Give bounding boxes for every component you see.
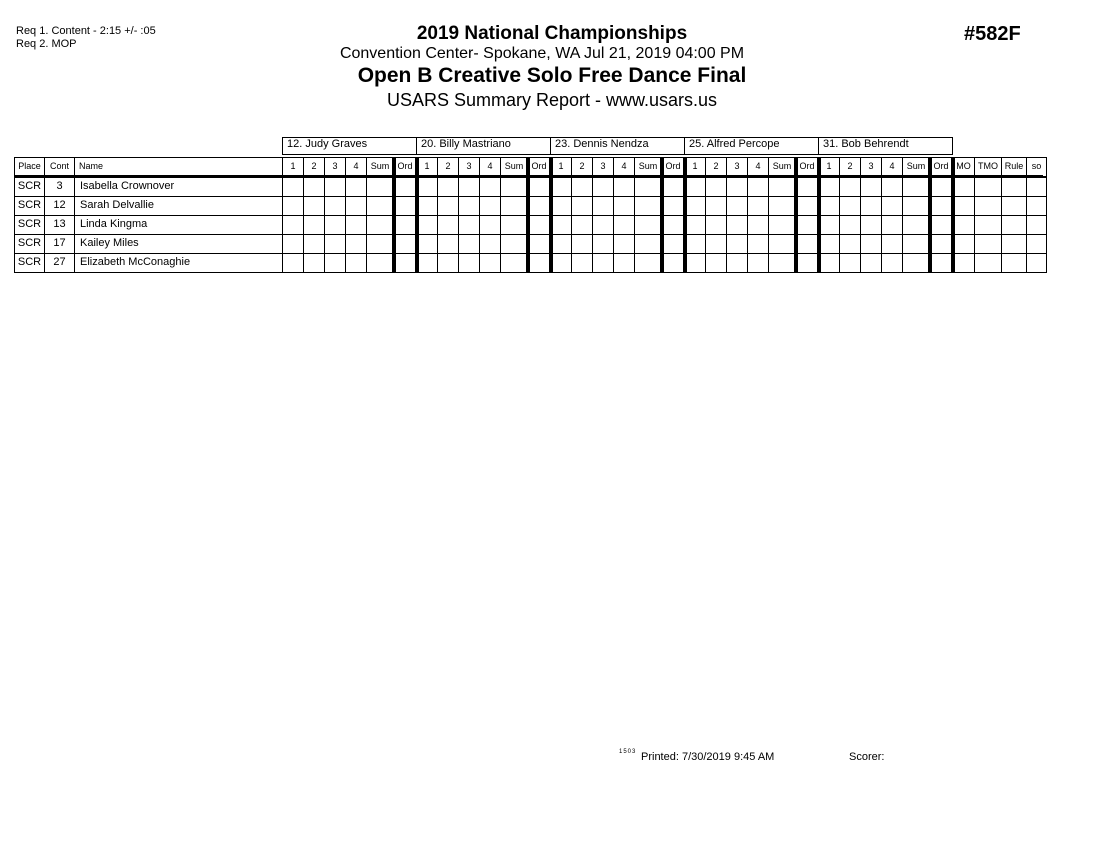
row-place: SCR — [14, 196, 45, 216]
row-place: SCR — [14, 215, 45, 235]
score-cell — [881, 253, 903, 273]
score-cell — [974, 177, 1002, 197]
score-cell — [527, 196, 551, 216]
score-cell — [1001, 177, 1027, 197]
score-cell — [974, 196, 1002, 216]
score-cell — [952, 215, 975, 235]
ord-column-divider — [549, 157, 553, 273]
score-cell — [345, 215, 367, 235]
score-cell — [747, 215, 769, 235]
score-cell — [1001, 215, 1027, 235]
score-cell — [437, 196, 459, 216]
column-header-judge-score: 4 — [345, 157, 367, 177]
score-cell — [1026, 234, 1047, 254]
ord-column-divider — [817, 157, 821, 273]
score-cell — [839, 196, 861, 216]
score-cell — [613, 253, 635, 273]
column-header-rule: Rule — [1001, 157, 1027, 177]
score-cell — [747, 253, 769, 273]
column-header-judge-score: 3 — [458, 157, 480, 177]
score-cell — [634, 253, 662, 273]
score-cell — [768, 253, 796, 273]
score-cell — [881, 215, 903, 235]
score-cell — [795, 196, 819, 216]
score-cell — [550, 215, 572, 235]
score-cell — [366, 215, 394, 235]
judge-header: 20. Billy Mastriano — [416, 137, 551, 155]
column-header-cont: Cont — [44, 157, 75, 177]
score-cell — [550, 177, 572, 197]
score-cell — [613, 215, 635, 235]
score-cell — [303, 177, 325, 197]
score-cell — [366, 234, 394, 254]
score-cell — [479, 253, 501, 273]
score-cell — [458, 253, 480, 273]
score-cell — [393, 234, 417, 254]
column-header-judge-score: 4 — [613, 157, 635, 177]
score-cell — [661, 196, 685, 216]
score-cell — [839, 253, 861, 273]
score-cell — [416, 196, 438, 216]
score-cell — [613, 234, 635, 254]
footer-mark: 1503 — [619, 749, 637, 755]
score-cell — [881, 177, 903, 197]
score-cell — [550, 234, 572, 254]
column-header-name: Name — [74, 157, 283, 177]
score-cell — [500, 196, 528, 216]
column-header-judge-score: Ord — [661, 157, 685, 177]
column-header-judge-score: Ord — [795, 157, 819, 177]
score-cell — [324, 253, 346, 273]
score-cell — [527, 177, 551, 197]
row-name: Kailey Miles — [74, 234, 283, 254]
score-cell — [458, 215, 480, 235]
column-header-judge-score: Sum — [634, 157, 662, 177]
row-cont: 3 — [44, 177, 75, 197]
judge-header: 12. Judy Graves — [282, 137, 417, 155]
printed-timestamp: Printed: 7/30/2019 9:45 AM — [641, 751, 775, 763]
score-cell — [571, 196, 593, 216]
score-cell — [705, 253, 727, 273]
column-header-judge-score: Ord — [393, 157, 417, 177]
column-header-judge-score: 1 — [550, 157, 572, 177]
score-cell — [974, 234, 1002, 254]
score-cell — [479, 234, 501, 254]
score-cell — [416, 234, 438, 254]
score-cell — [795, 234, 819, 254]
score-cell — [282, 196, 304, 216]
score-cell — [366, 253, 394, 273]
score-cell — [1001, 196, 1027, 216]
score-cell — [860, 215, 882, 235]
score-cell — [795, 215, 819, 235]
score-cell — [1001, 234, 1027, 254]
row-name: Sarah Delvallie — [74, 196, 283, 216]
column-header-so: so — [1026, 157, 1047, 177]
score-cell — [768, 234, 796, 254]
venue-date: Convention Center- Spokane, WA Jul 21, 2019 04:00 PM — [339, 45, 745, 62]
score-cell — [1026, 215, 1047, 235]
score-cell — [366, 177, 394, 197]
score-cell — [393, 215, 417, 235]
score-cell — [500, 234, 528, 254]
score-cell — [661, 234, 685, 254]
column-header-judge-score: 4 — [479, 157, 501, 177]
score-cell — [324, 196, 346, 216]
score-cell — [282, 234, 304, 254]
score-cell — [1001, 253, 1027, 273]
row-name: Linda Kingma — [74, 215, 283, 235]
score-cell — [527, 253, 551, 273]
score-cell — [303, 253, 325, 273]
score-cell — [726, 253, 748, 273]
score-cell — [839, 215, 861, 235]
event-number: #582F — [964, 23, 1021, 45]
score-cell — [684, 215, 706, 235]
score-cell — [393, 253, 417, 273]
column-header-mo: MO — [952, 157, 975, 177]
score-cell — [324, 215, 346, 235]
column-header-judge-score: Ord — [929, 157, 953, 177]
score-cell — [571, 215, 593, 235]
row-cont: 17 — [44, 234, 75, 254]
ord-column-divider — [526, 157, 530, 273]
judge-header: 31. Bob Behrendt — [818, 137, 953, 155]
ord-column-divider — [951, 157, 955, 273]
score-cell — [366, 196, 394, 216]
judge-header: 23. Dennis Nendza — [550, 137, 685, 155]
column-header-judge-score: 4 — [881, 157, 903, 177]
score-cell — [303, 234, 325, 254]
score-cell — [437, 215, 459, 235]
score-cell — [324, 177, 346, 197]
score-cell — [860, 253, 882, 273]
ord-column-divider — [683, 157, 687, 273]
score-cell — [479, 177, 501, 197]
score-cell — [747, 234, 769, 254]
score-cell — [592, 177, 614, 197]
score-cell — [345, 253, 367, 273]
score-cell — [684, 253, 706, 273]
score-cell — [705, 215, 727, 235]
score-cell — [705, 196, 727, 216]
score-cell — [795, 253, 819, 273]
score-cell — [393, 196, 417, 216]
column-header-judge-score: 2 — [303, 157, 325, 177]
score-cell — [929, 177, 953, 197]
score-cell — [634, 215, 662, 235]
score-cell — [661, 215, 685, 235]
score-cell — [818, 253, 840, 273]
score-cell — [634, 196, 662, 216]
score-cell — [768, 177, 796, 197]
score-cell — [437, 253, 459, 273]
column-header-tmo: TMO — [974, 157, 1002, 177]
score-cell — [458, 234, 480, 254]
score-cell — [929, 234, 953, 254]
score-cell — [345, 196, 367, 216]
score-cell — [550, 196, 572, 216]
score-cell — [902, 215, 930, 235]
score-cell — [500, 177, 528, 197]
score-cell — [592, 196, 614, 216]
score-cell — [282, 253, 304, 273]
row-name: Elizabeth McConaghie — [74, 253, 283, 273]
row-cont: 27 — [44, 253, 75, 273]
score-cell — [839, 177, 861, 197]
column-header-judge-score: 2 — [705, 157, 727, 177]
row-place: SCR — [14, 234, 45, 254]
score-cell — [974, 253, 1002, 273]
column-header-judge-score: 2 — [571, 157, 593, 177]
ord-column-divider — [794, 157, 798, 273]
score-cell — [818, 215, 840, 235]
score-cell — [500, 215, 528, 235]
score-cell — [768, 196, 796, 216]
score-cell — [592, 215, 614, 235]
report-title: USARS Summary Report - www.usars.us — [386, 90, 718, 110]
column-header-judge-score: 3 — [860, 157, 882, 177]
score-cell — [684, 234, 706, 254]
score-cell — [437, 177, 459, 197]
score-cell — [929, 196, 953, 216]
score-cell — [634, 234, 662, 254]
score-cell — [726, 234, 748, 254]
row-name: Isabella Crownover — [74, 177, 283, 197]
score-cell — [1026, 253, 1047, 273]
score-cell — [684, 196, 706, 216]
requirement-2: Req 2. MOP — [16, 38, 77, 50]
score-cell — [705, 234, 727, 254]
score-cell — [818, 234, 840, 254]
score-cell — [684, 177, 706, 197]
column-header-judge-score: 2 — [437, 157, 459, 177]
score-cell — [458, 196, 480, 216]
event-title: Open B Creative Solo Free Dance Final — [357, 64, 747, 87]
ord-column-divider — [415, 157, 419, 273]
score-cell — [303, 215, 325, 235]
score-cell — [345, 234, 367, 254]
score-cell — [479, 196, 501, 216]
score-cell — [726, 177, 748, 197]
score-cell — [592, 234, 614, 254]
column-header-judge-score: Sum — [902, 157, 930, 177]
score-cell — [282, 177, 304, 197]
score-cell — [527, 234, 551, 254]
score-cell — [952, 196, 975, 216]
score-cell — [500, 253, 528, 273]
row-cont: 13 — [44, 215, 75, 235]
score-cell — [860, 177, 882, 197]
score-cell — [571, 177, 593, 197]
score-cell — [902, 196, 930, 216]
score-cell — [902, 253, 930, 273]
score-cell — [613, 177, 635, 197]
score-cell — [974, 215, 1002, 235]
score-cell — [661, 253, 685, 273]
score-cell — [282, 215, 304, 235]
column-header-judge-score: 3 — [324, 157, 346, 177]
score-cell — [839, 234, 861, 254]
score-cell — [726, 196, 748, 216]
score-cell — [747, 177, 769, 197]
column-header-judge-score: 1 — [684, 157, 706, 177]
ord-column-divider — [392, 157, 396, 273]
scorer-label: Scorer: — [849, 751, 885, 763]
column-header-judge-score: 4 — [747, 157, 769, 177]
score-cell — [393, 177, 417, 197]
score-cell — [324, 234, 346, 254]
score-cell — [747, 196, 769, 216]
score-cell — [458, 177, 480, 197]
score-cell — [860, 234, 882, 254]
score-cell — [881, 196, 903, 216]
requirement-1: Req 1. Content - 2:15 +/- :05 — [16, 25, 156, 37]
column-header-judge-score: 1 — [282, 157, 304, 177]
score-cell — [902, 234, 930, 254]
score-cell — [571, 234, 593, 254]
score-cell — [661, 177, 685, 197]
score-cell — [929, 215, 953, 235]
score-cell — [818, 196, 840, 216]
score-cell — [1026, 196, 1047, 216]
column-header-judge-score: 3 — [592, 157, 614, 177]
column-header-judge-score: 1 — [818, 157, 840, 177]
ord-column-divider — [928, 157, 932, 273]
score-cell — [929, 253, 953, 273]
score-cell — [550, 253, 572, 273]
ord-column-divider — [660, 157, 664, 273]
score-cell — [345, 177, 367, 197]
score-cell — [952, 234, 975, 254]
score-cell — [416, 215, 438, 235]
score-cell — [860, 196, 882, 216]
score-cell — [592, 253, 614, 273]
score-cell — [768, 215, 796, 235]
score-cell — [705, 177, 727, 197]
score-cell — [881, 234, 903, 254]
score-cell — [1026, 177, 1047, 197]
row-place: SCR — [14, 177, 45, 197]
column-header-judge-score: 2 — [839, 157, 861, 177]
score-cell — [795, 177, 819, 197]
judge-header: 25. Alfred Percope — [684, 137, 819, 155]
score-cell — [527, 215, 551, 235]
score-cell — [416, 253, 438, 273]
score-cell — [726, 215, 748, 235]
score-cell — [416, 177, 438, 197]
championship-title: 2019 National Championships — [416, 23, 688, 44]
score-cell — [902, 177, 930, 197]
score-cell — [818, 177, 840, 197]
row-cont: 12 — [44, 196, 75, 216]
score-cell — [634, 177, 662, 197]
column-header-judge-score: Sum — [366, 157, 394, 177]
column-header-judge-score: 1 — [416, 157, 438, 177]
row-place: SCR — [14, 253, 45, 273]
column-header-place: Place — [14, 157, 45, 177]
score-cell — [952, 253, 975, 273]
score-cell — [303, 196, 325, 216]
score-cell — [613, 196, 635, 216]
column-header-judge-score: 3 — [726, 157, 748, 177]
score-cell — [571, 253, 593, 273]
score-cell — [479, 215, 501, 235]
score-cell — [437, 234, 459, 254]
column-header-judge-score: Sum — [500, 157, 528, 177]
column-header-judge-score: Sum — [768, 157, 796, 177]
score-cell — [952, 177, 975, 197]
column-header-judge-score: Ord — [527, 157, 551, 177]
